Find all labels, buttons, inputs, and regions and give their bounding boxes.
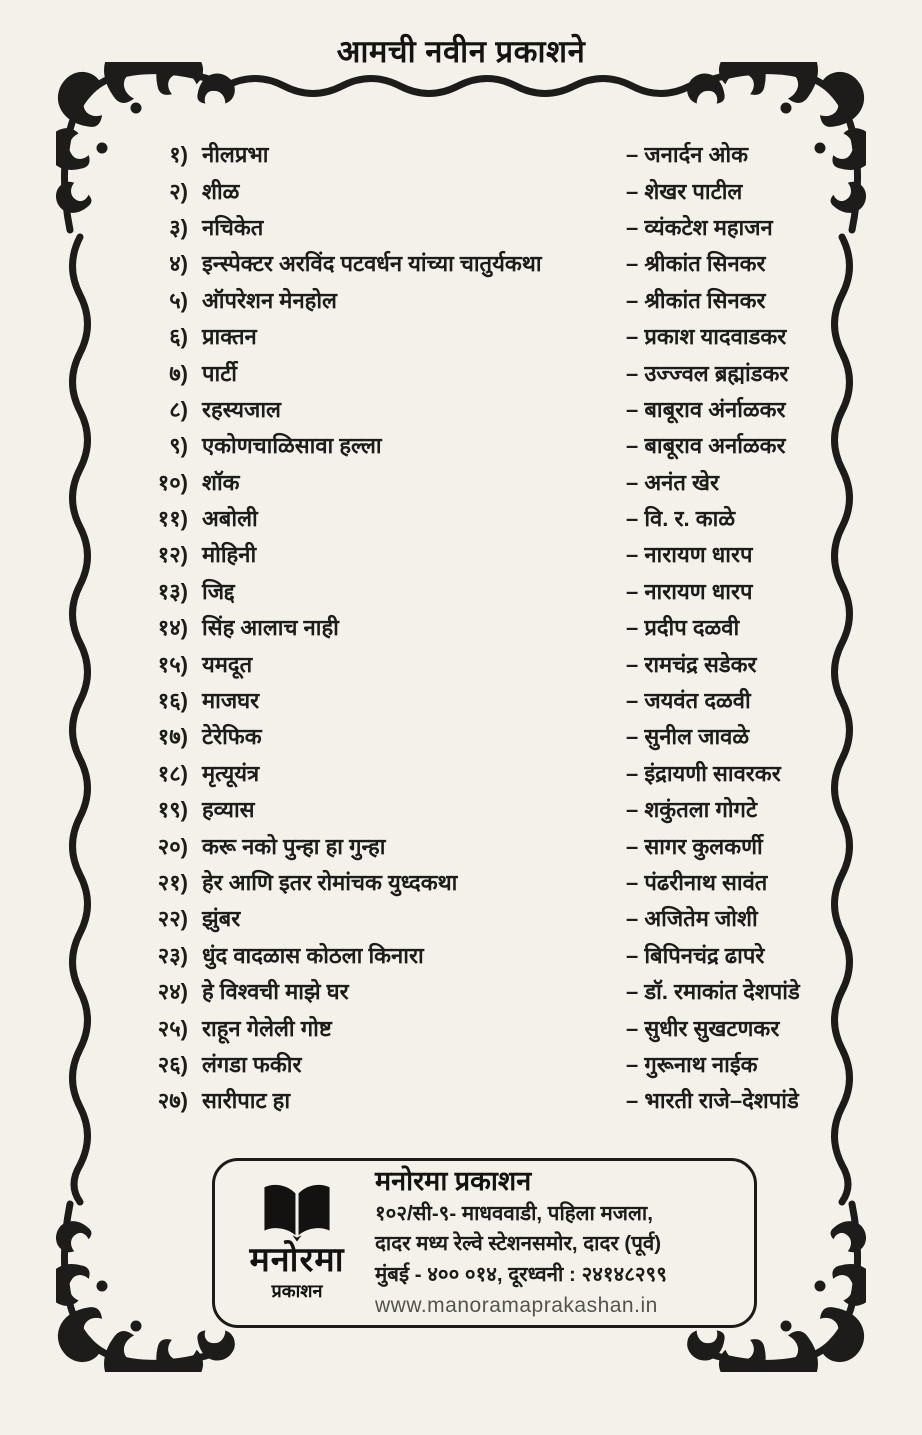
list-item <box>140 245 800 281</box>
book-author: – बाबूराव अर्नाळकर <box>626 433 786 459</box>
book-title: हे विश्वची माझे घर <box>202 979 349 1005</box>
entry-number: १८) <box>157 760 188 786</box>
book-title: हेर आणि इतर रोमांचक युध्दकथा <box>202 870 458 895</box>
publisher-address-line-1: १०२/सी-९- माधववाडी, पहिला मजला, <box>375 1201 653 1225</box>
list-item <box>140 1082 800 1118</box>
book-author: – रामचंद्र सडेकर <box>626 651 757 677</box>
book-title: एकोणचाळिसावा हल्ला <box>202 433 382 459</box>
book-title: अबोली <box>202 506 258 532</box>
entry-number: ७) <box>169 360 188 386</box>
list-item <box>140 718 800 754</box>
entry-number: ५) <box>169 287 188 313</box>
book-title: मृत्यूयंत्र <box>202 760 260 786</box>
list-item <box>140 864 800 900</box>
book-author: – सुधीर सुखटणकर <box>626 1015 780 1041</box>
publisher-logo-subtitle: प्रकाशन <box>271 1281 323 1301</box>
entry-number: १७) <box>157 724 188 750</box>
list-item <box>140 937 800 973</box>
book-title: इन्स्पेक्टर अरविंद पटवर्धन यांच्या चातुर्यकथा <box>202 251 542 277</box>
book-title: पार्टी <box>202 360 237 386</box>
open-book-icon <box>258 1181 336 1243</box>
entry-number: २) <box>169 178 188 204</box>
list-item <box>140 427 800 463</box>
book-title: शॉक <box>202 469 240 495</box>
list-item <box>140 573 800 609</box>
list-item <box>140 755 800 791</box>
publisher-info <box>373 1161 754 1325</box>
list-item <box>140 136 800 172</box>
entry-number: २२) <box>157 906 188 932</box>
list-item <box>140 791 800 827</box>
book-title: ऑपरेशन मेनहोल <box>202 287 337 313</box>
book-author: – इंद्रायणी सावरकर <box>626 760 781 786</box>
book-author: – प्रदीप दळवी <box>626 615 740 641</box>
entry-number: २७) <box>157 1088 188 1114</box>
book-author: – सागर कुलकर्णी <box>626 833 763 859</box>
entry-number: १३) <box>157 578 188 604</box>
entry-number: २१) <box>157 870 188 895</box>
list-item <box>140 1009 800 1045</box>
book-author: – जनार्दन ओक <box>626 142 748 168</box>
entry-number: २०) <box>157 833 188 859</box>
book-title: टेरेफिक <box>202 724 262 750</box>
book-author: – भारती राजे–देशपांडे <box>626 1088 799 1114</box>
list-item <box>140 682 800 718</box>
book-author: – उज्ज्वल ब्रह्मांडकर <box>626 360 789 386</box>
list-item <box>140 354 800 390</box>
publisher-logo-name: मनोरमा <box>249 1241 345 1279</box>
book-author: – प्रकाश यादवाडकर <box>626 324 787 350</box>
list-item <box>140 282 800 318</box>
entry-number: ८) <box>169 396 188 422</box>
book-title: रहस्यजाल <box>202 396 281 422</box>
entry-number: १९) <box>157 797 188 823</box>
book-author: – गुरूनाथ नाईक <box>626 1051 758 1077</box>
book-title: करू नको पुन्हा हा गुन्हा <box>202 833 386 859</box>
book-author: – अनंत खेर <box>626 469 720 495</box>
entry-number: २५) <box>157 1015 188 1041</box>
page-title: आमची नवीन प्रकाशने <box>336 34 586 69</box>
entry-number: १४) <box>157 615 188 641</box>
book-title: प्राक्तन <box>202 324 257 350</box>
book-author: – बाबूराव अंर्नाळकर <box>626 396 786 422</box>
book-title: धुंद वादळास कोठला किनारा <box>202 942 424 968</box>
book-author: – शेखर पाटील <box>626 178 743 204</box>
book-list <box>140 136 800 1119</box>
book-title: नचिकेत <box>202 214 264 240</box>
entry-number: २३) <box>157 942 188 968</box>
book-author: – वि. र. काळे <box>626 506 736 532</box>
publisher-address-line-2: दादर मध्य रेल्वे स्टेशनसमोर, दादर (पूर्व) <box>375 1232 662 1256</box>
entry-number: १५) <box>157 651 188 677</box>
publisher-website: www.manoramaprakashan.in <box>375 1293 658 1317</box>
book-author: – श्रीकांत सिनकर <box>626 287 766 313</box>
book-author: – श्रीकांत सिनकर <box>626 251 766 277</box>
list-item <box>140 464 800 500</box>
list-item <box>140 827 800 863</box>
book-author: – सुनील जावळे <box>626 724 750 750</box>
book-author: – डॉ. रमाकांत देशपांडे <box>626 979 800 1005</box>
list-item <box>140 209 800 245</box>
book-author: – बिपिनचंद्र ढापरे <box>626 942 765 968</box>
book-title: जिद्द <box>202 578 235 604</box>
book-author: – व्यंकटेश महाजन <box>626 214 773 240</box>
book-author: – पंढरीनाथ सावंत <box>626 870 768 895</box>
list-item <box>140 318 800 354</box>
book-title: हव्यास <box>202 797 255 823</box>
entry-number: ४) <box>169 251 188 277</box>
book-author: – नारायण धारप <box>626 542 753 568</box>
entry-number: ११) <box>157 506 188 532</box>
book-title: माजघर <box>202 688 260 714</box>
book-author: – शकुंतला गोगटे <box>626 797 758 823</box>
entry-number: १०) <box>157 469 188 495</box>
book-author: – नारायण धारप <box>626 578 753 604</box>
entry-number: ३) <box>169 214 188 240</box>
list-item <box>140 391 800 427</box>
publisher-address-line-3: मुंबई - ४०० ०१४, दूरध्वनी : २४१४८२९९ <box>375 1263 667 1287</box>
book-title: सारीपाट हा <box>202 1088 291 1114</box>
entry-number: २४) <box>157 979 188 1005</box>
list-item <box>140 645 800 681</box>
publisher-box <box>212 1158 757 1328</box>
list-item <box>140 500 800 536</box>
entry-number: १) <box>169 142 188 168</box>
entry-number: १६) <box>157 688 188 714</box>
entry-number: २६) <box>157 1051 188 1077</box>
publisher-logo <box>215 1161 373 1325</box>
list-item <box>140 900 800 936</box>
book-title: राहून गेलेली गोष्ट <box>202 1015 332 1041</box>
book-title: यमदूत <box>202 651 253 677</box>
book-title: नीलप्रभा <box>202 142 269 168</box>
entry-number: ९) <box>169 433 188 459</box>
book-title: शीळ <box>202 178 240 204</box>
book-title: मोहिनी <box>202 542 257 568</box>
list-item <box>140 973 800 1009</box>
list-item <box>140 536 800 572</box>
list-item <box>140 609 800 645</box>
entry-number: ६) <box>169 324 188 350</box>
publisher-name: मनोरमा प्रकाशन <box>375 1165 532 1196</box>
list-item <box>140 172 800 208</box>
entry-number: १२) <box>157 542 188 568</box>
list-item <box>140 1046 800 1082</box>
book-author: – जयवंत दळवी <box>626 688 751 714</box>
book-title: झुंबर <box>202 906 241 932</box>
book-author: – अजितेम जोशी <box>626 906 758 932</box>
book-title: लंगडा फकीर <box>202 1051 302 1077</box>
book-title: सिंह आलाच नाही <box>202 615 339 641</box>
